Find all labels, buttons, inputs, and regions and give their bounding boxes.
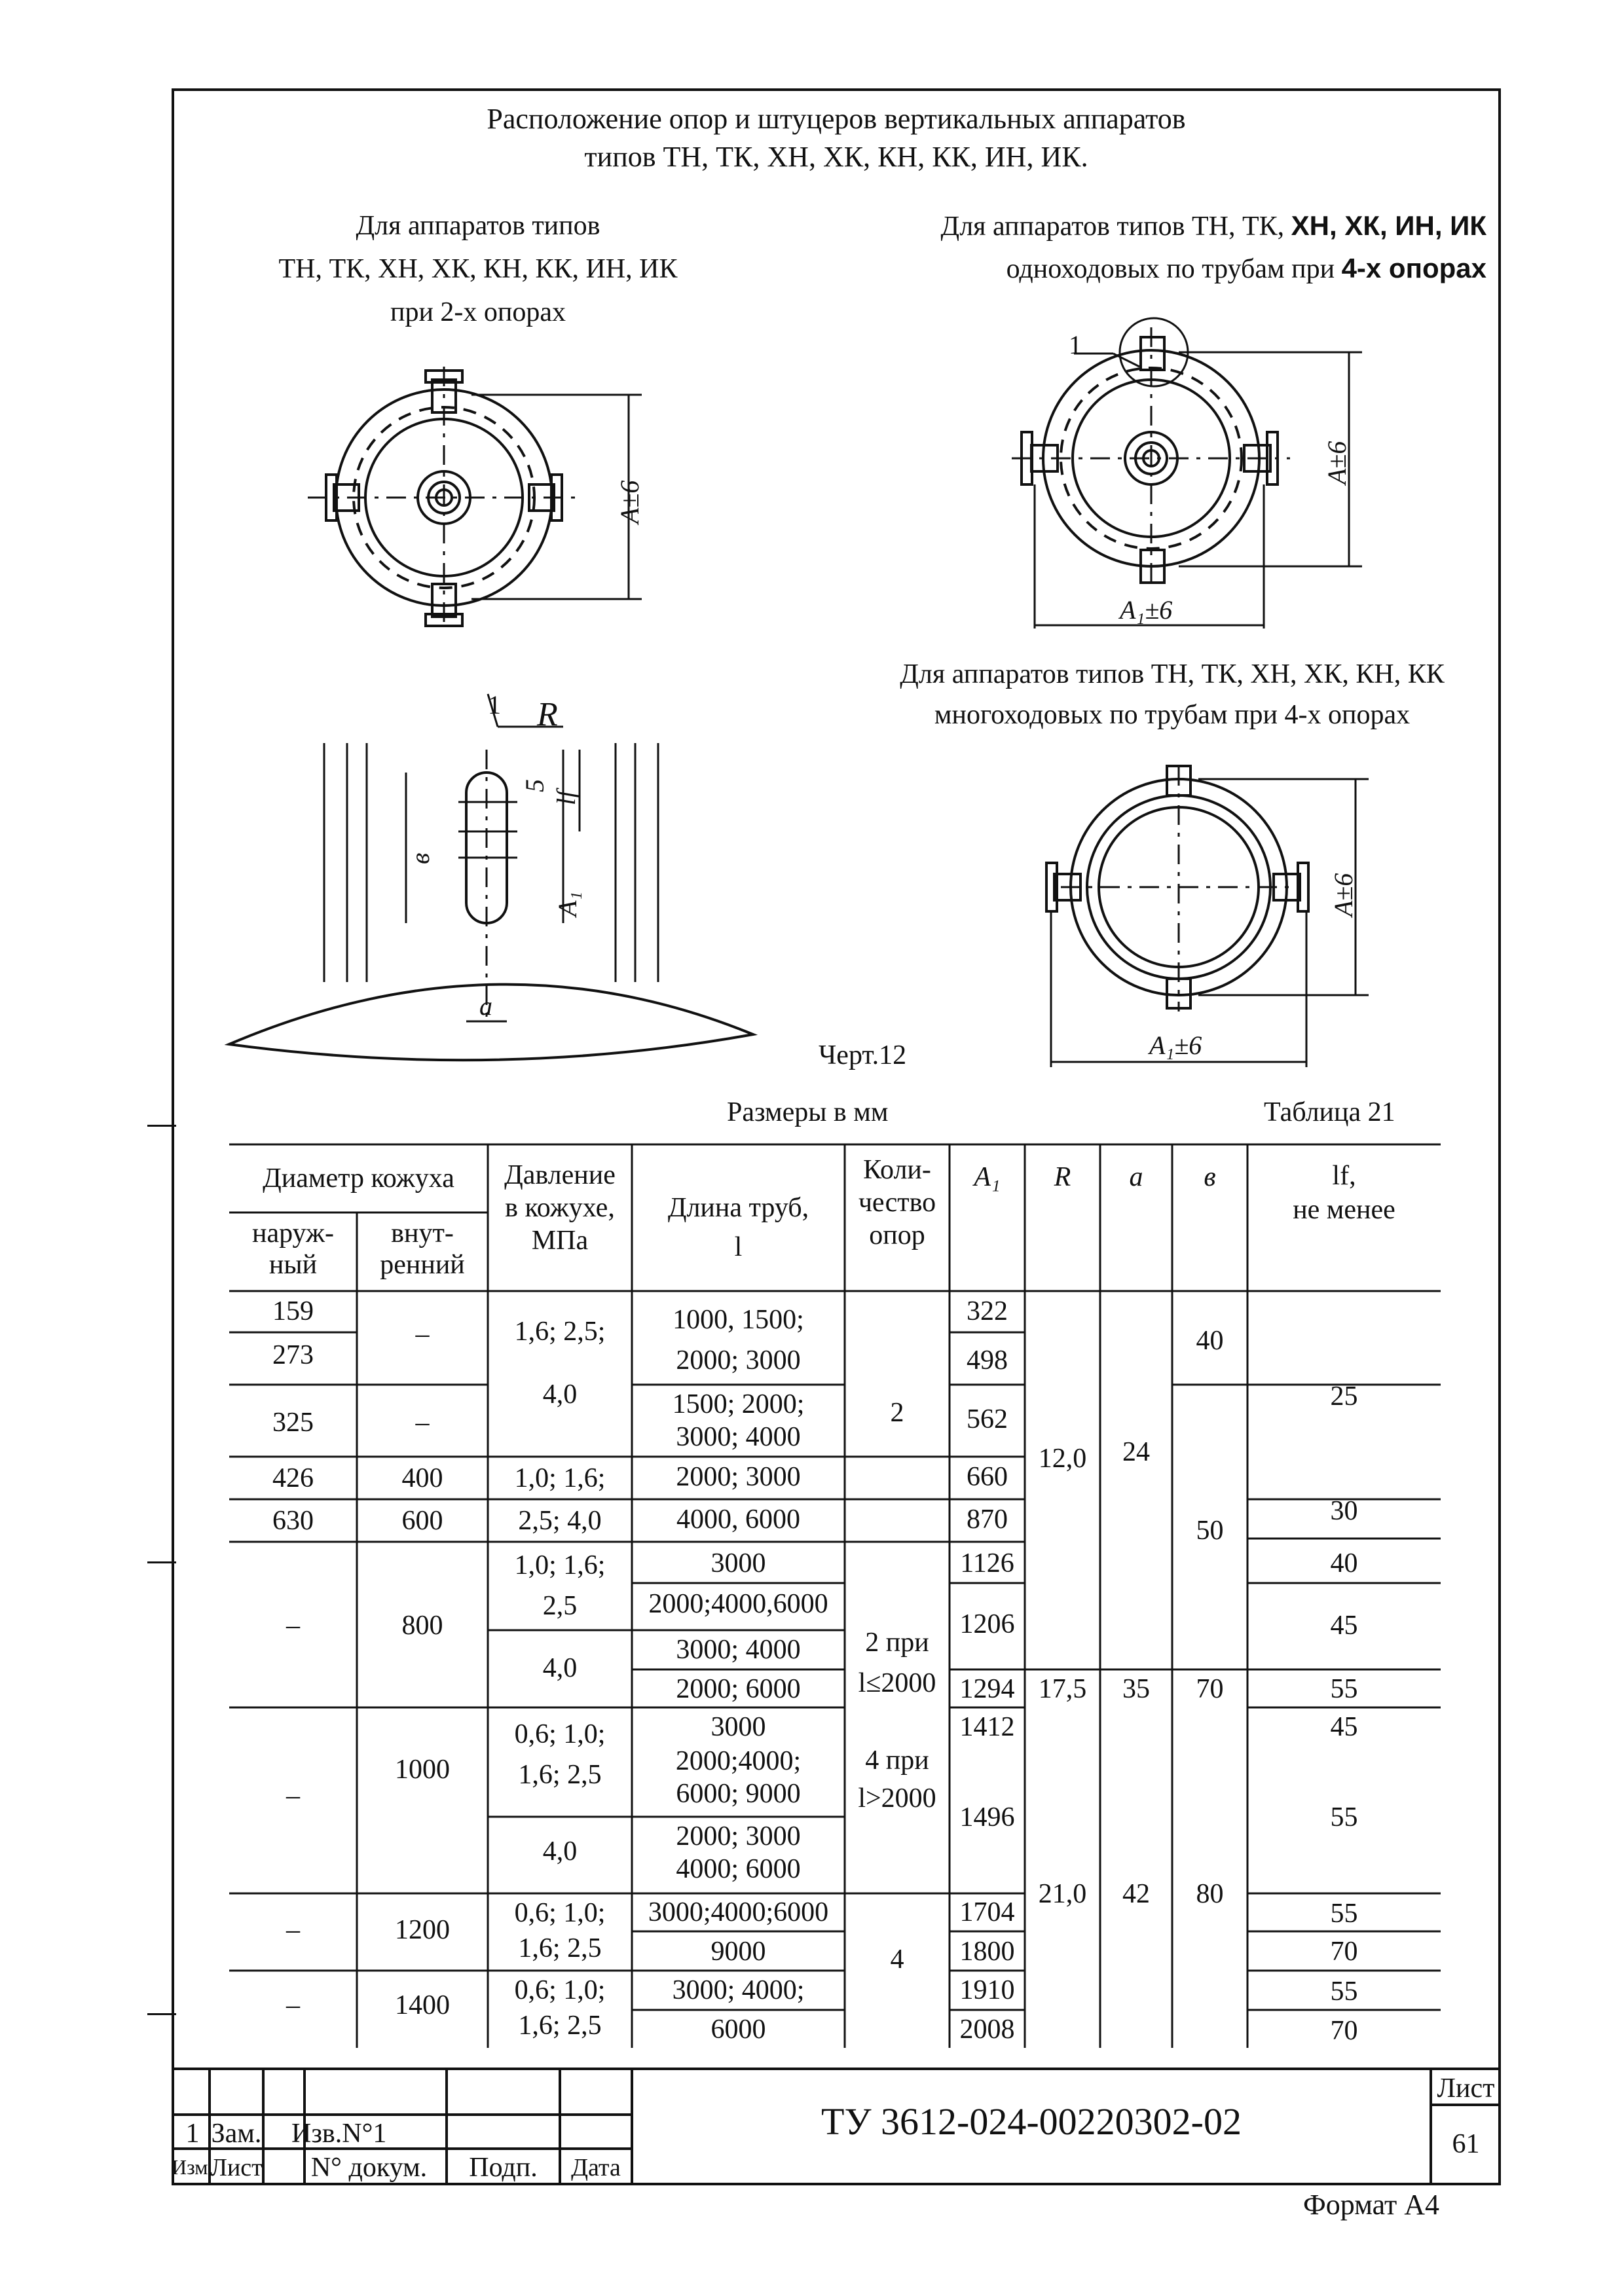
th-inner: внут- ренний <box>380 1218 465 1280</box>
td-inner: 600 <box>401 1506 443 1536</box>
td-inner: 800 <box>401 1611 443 1641</box>
td-pressure: 0,6; 1,0; 1,6; 2,5 <box>514 1975 606 2041</box>
td-a1: 1704 <box>959 1897 1015 1927</box>
rev-number: 1 <box>185 2119 200 2149</box>
td-a1: 1126 <box>960 1548 1014 1578</box>
td-lf: 55 <box>1330 1977 1358 2007</box>
dim-a-left: A±6 <box>615 480 644 524</box>
td-a1: 1910 <box>959 1975 1015 2005</box>
td-pressure: 1,0; 1,6; <box>514 1463 606 1493</box>
td-length: 3000 <box>710 1548 766 1578</box>
document-code: ТУ 3612-024-00220302-02 <box>821 2100 1242 2143</box>
td-length: 2000;4000; 6000; 9000 <box>675 1746 802 1809</box>
title-line-1: Расположение опор и штуцеров вертикальных аппаратов <box>487 103 1186 135</box>
th-length: Длина труб, l <box>667 1193 809 1262</box>
td-b: 40 <box>1196 1326 1224 1356</box>
th-a1: A₁ <box>974 1162 1001 1192</box>
td-lf: 55 <box>1330 1899 1358 1929</box>
label-signature: Подп. <box>469 2153 538 2183</box>
td-b: 50 <box>1196 1516 1224 1546</box>
td-lf: 55 <box>1330 1802 1358 1832</box>
caption-line: Для аппаратов типов ТН, ТК, ХН, ХК, КН, КК <box>900 659 1445 689</box>
td-outer: – <box>286 1781 300 1811</box>
figure-caption: Черт.12 <box>819 1040 907 1070</box>
dim-a-right-top: A±6 <box>1322 441 1352 484</box>
td-a: 42 <box>1122 1879 1150 1909</box>
detail-a1: A₁ <box>553 891 582 917</box>
label-izm: Изм. <box>172 2155 213 2179</box>
td-length: 3000; 4000 <box>676 1635 801 1665</box>
format-label: Формат А4 <box>1303 2189 1440 2221</box>
td-outer: 426 <box>272 1463 314 1493</box>
caption-text: одноходовых по трубам при <box>1006 254 1342 284</box>
td-count: 2 при l≤2000 <box>858 1628 936 1698</box>
td-outer: 159 <box>272 1296 314 1326</box>
td-length: 3000;4000;6000 <box>648 1897 829 1927</box>
td-inner: – <box>415 1408 430 1438</box>
td-length: 2000; 3000 4000; 6000 <box>676 1821 801 1884</box>
dim-a1-right-top: A₁±6 <box>1120 595 1173 625</box>
td-inner: 400 <box>401 1463 443 1493</box>
td-length: 1000, 1500; 2000; 3000 <box>673 1305 804 1376</box>
td-a1: 1412 <box>959 1712 1015 1742</box>
td-a: 35 <box>1122 1674 1150 1704</box>
td-lf: 45 <box>1330 1712 1358 1742</box>
sheet-number: 61 <box>1452 2129 1480 2159</box>
td-a1: 322 <box>967 1296 1008 1326</box>
th-pressure: Давление в кожухе, МПа <box>504 1160 616 1256</box>
td-pressure: 1,6; 2,5; 4,0 <box>514 1317 606 1410</box>
dim-a-right-bottom: A±6 <box>1329 873 1358 917</box>
td-a1: 1800 <box>959 1937 1015 1967</box>
td-inner: 1000 <box>395 1755 450 1785</box>
td-length: 1500; 2000; 3000; 4000 <box>672 1389 805 1452</box>
td-length: 6000 <box>710 2014 766 2045</box>
left-caption-line: Для аппаратов типов <box>356 211 600 241</box>
label-date: Дата <box>571 2154 621 2181</box>
td-pressure: 2,5; 4,0 <box>518 1506 602 1536</box>
caption-line: многоходовых по трубам при 4-х опорах <box>934 700 1411 730</box>
td-inner: 1200 <box>395 1915 450 1945</box>
td-length: 9000 <box>710 1937 766 1967</box>
td-a1: 870 <box>967 1504 1008 1535</box>
td-a1: 498 <box>967 1345 1008 1376</box>
th-count: Коли- чество опор <box>858 1155 936 1250</box>
td-outer: 273 <box>272 1340 314 1370</box>
td-length: 4000, 6000 <box>676 1504 800 1535</box>
td-pressure: 0,6; 1,0; 1,6; 2,5 <box>514 1719 606 1790</box>
detail-r: R <box>537 696 558 733</box>
td-lf: 70 <box>1330 2016 1358 2046</box>
td-pressure: 0,6; 1,0; 1,6; 2,5 <box>514 1898 606 1963</box>
td-length: 2000;4000,6000 <box>648 1589 828 1619</box>
td-length: 2000; 3000 <box>676 1462 801 1492</box>
td-b: 80 <box>1196 1879 1224 1909</box>
detail-a: а <box>479 991 492 1021</box>
td-r: 17,5 <box>1038 1674 1087 1704</box>
left-caption-line: при 2-х опорах <box>390 297 566 327</box>
td-pressure: 1,0; 1,6; 2,5 <box>514 1550 606 1621</box>
td-a1: 660 <box>967 1462 1008 1492</box>
label-list: Лист <box>210 2154 263 2181</box>
left-caption-line: ТН, ТК, ХН, ХК, КН, КК, ИН, ИК <box>278 254 678 284</box>
td-outer: – <box>286 1915 300 1945</box>
td-a1: 562 <box>967 1404 1008 1434</box>
td-a1: 1206 <box>959 1609 1015 1639</box>
caption-bold: 4-х опорах <box>1341 253 1486 283</box>
label-doc-number: N° докум. <box>310 2153 428 2183</box>
td-outer: 325 <box>272 1408 314 1438</box>
td-a1: 2008 <box>959 2014 1015 2045</box>
td-b: 70 <box>1196 1674 1224 1704</box>
title-line-2: типов ТН, ТК, ХН, ХК, КН, КК, ИН, ИК. <box>584 141 1088 173</box>
td-lf: 40 <box>1330 1548 1358 1578</box>
td-outer: 630 <box>272 1506 314 1536</box>
rev-doc: Изв.N°1 <box>291 2119 387 2149</box>
detail-lf: lf <box>551 790 581 805</box>
td-outer: – <box>286 1990 300 2020</box>
td-lf: 55 <box>1330 1674 1358 1704</box>
caption-bold: ХН, ХК, ИН, ИК <box>1291 210 1486 241</box>
td-lf: 70 <box>1330 1937 1358 1967</box>
th-outer: наруж- ный <box>251 1218 334 1280</box>
td-lf: 30 <box>1330 1496 1358 1526</box>
td-r: 12,0 <box>1038 1444 1087 1474</box>
th-diameter: Диаметр кожуха <box>263 1163 454 1194</box>
th-b: в <box>1204 1162 1216 1192</box>
th-r: R <box>1054 1162 1071 1192</box>
td-length: 2000; 6000 <box>676 1674 801 1704</box>
td-count: 4 <box>890 1944 904 1975</box>
detail-callout-label: 1 <box>1069 330 1082 359</box>
td-pressure: 4,0 <box>542 1653 578 1683</box>
td-r: 21,0 <box>1038 1879 1087 1909</box>
td-length: 3000; 4000; <box>672 1975 805 2005</box>
td-a: 24 <box>1122 1437 1150 1467</box>
td-pressure: 4,0 <box>542 1836 578 1867</box>
td-lf: 25 <box>1330 1381 1358 1412</box>
th-lf: lf, не менее <box>1293 1161 1395 1225</box>
td-inner: 1400 <box>395 1990 450 2020</box>
th-a: а <box>1129 1162 1143 1192</box>
sheet-label: Лист <box>1437 2073 1495 2104</box>
dim-a1-right-bottom: A₁±6 <box>1149 1030 1202 1060</box>
td-lf: 45 <box>1330 1611 1358 1641</box>
rev-sheet: Зам. <box>211 2119 262 2149</box>
td-outer: – <box>286 1611 300 1641</box>
detail-label: 1 <box>488 690 501 720</box>
td-count: 4 при l>2000 <box>858 1745 936 1813</box>
td-length: 3000 <box>710 1712 766 1742</box>
table-units: Размеры в мм <box>727 1097 889 1127</box>
td-a1: 1496 <box>959 1802 1015 1832</box>
td-inner: – <box>415 1319 430 1349</box>
detail-5: 5 <box>520 779 549 792</box>
detail-b: в <box>405 852 435 864</box>
td-count: 2 <box>890 1398 904 1428</box>
td-a1: 1294 <box>959 1674 1015 1704</box>
table-number: Таблица 21 <box>1264 1097 1395 1127</box>
caption-text: Для аппаратов типов ТН, ТК, <box>940 211 1291 242</box>
